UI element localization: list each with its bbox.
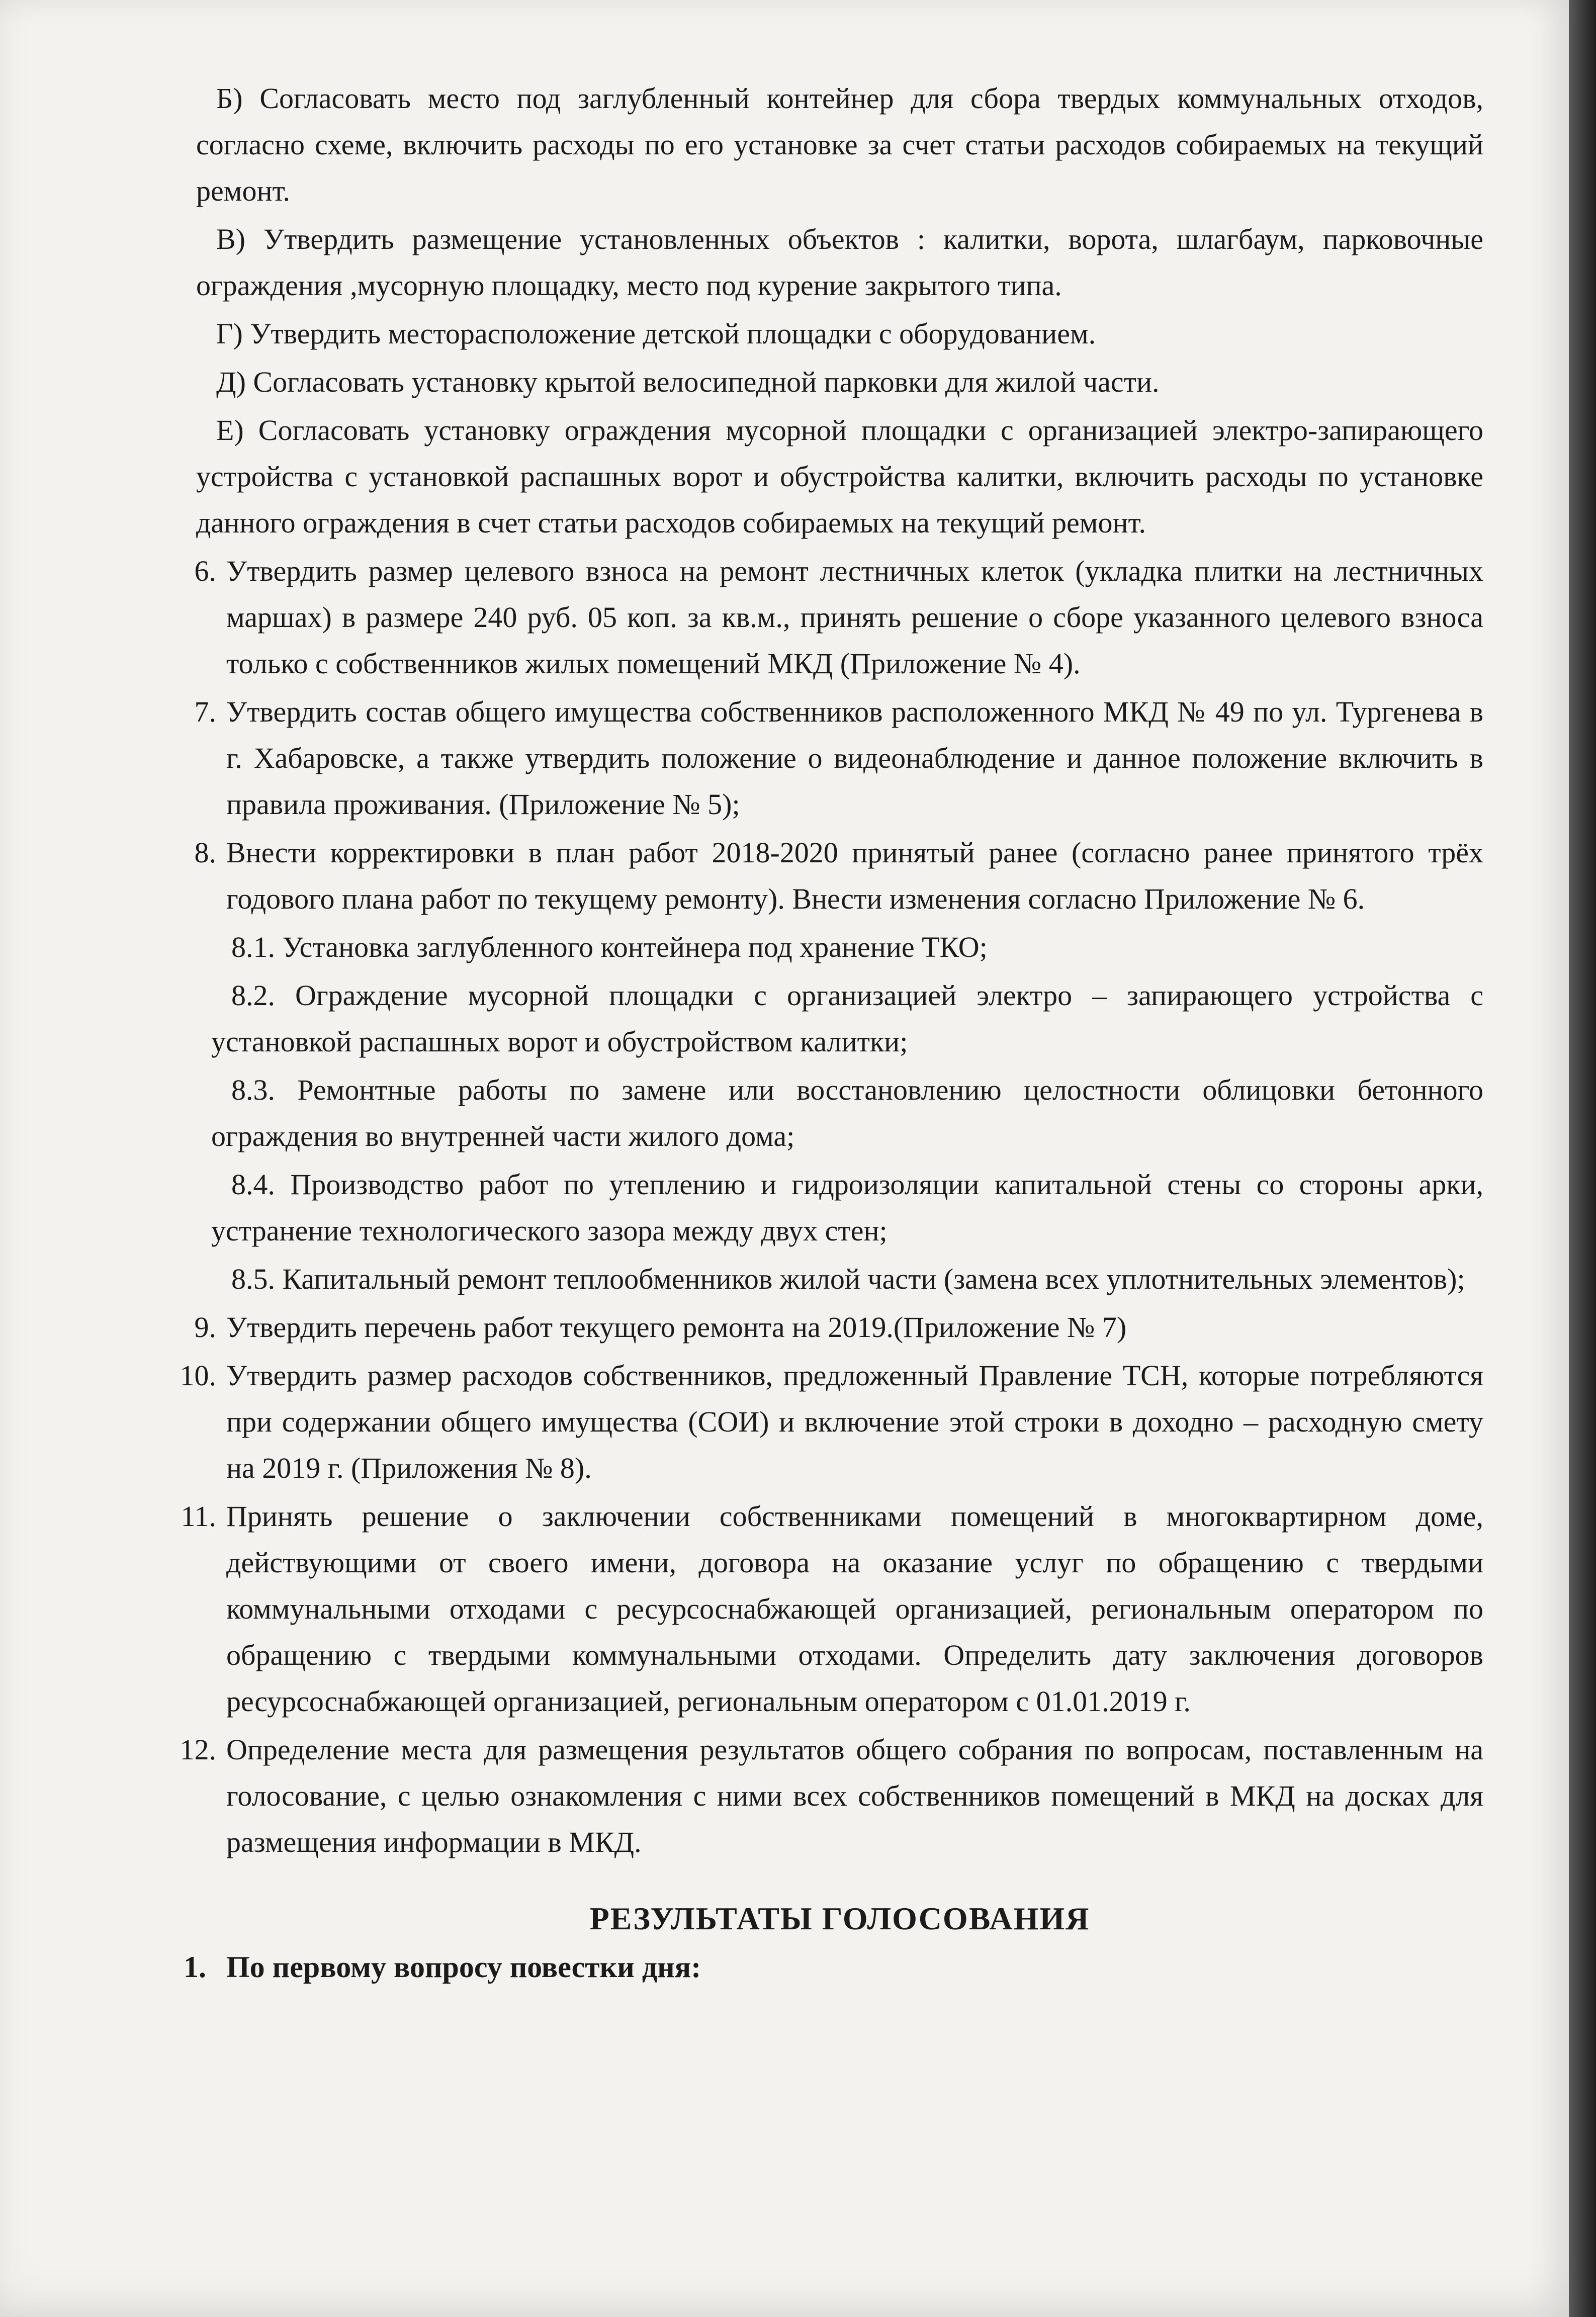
list-item-text: Утвердить размер расходов собственников, предложенный Правление ТСН, которые потребляются при содержании общего имущества (СОИ) и включение этой строки в доходно – расходную смету на 2019 г. (Приложения № 8).	[226, 1359, 1483, 1484]
list-item-number: 12.	[180, 1733, 216, 1766]
question-number: 1.	[184, 1950, 206, 1984]
list-item-number: 6.	[194, 555, 216, 587]
intro-paragraph-d: Д) Согласовать установку крытой велосипедной парковки для жилой части.	[216, 366, 1160, 398]
intro-paragraph-g: Г) Утвердить месторасположение детской площадки с оборудованием.	[216, 317, 1096, 350]
sub-item-8-2: 8.2. Ограждение мусорной площадки с организацией электро – запирающего устройства с установкой распашных ворот и обустройством калитки;	[211, 979, 1483, 1058]
intro-paragraph-v: В) Утвердить размещение установленных объектов : калитки, ворота, шлагбаум, парковочные ограждения ,мусорную площадку, место под курение закрытого типа.	[196, 223, 1483, 302]
list-item-11	[181, 1493, 1483, 1725]
sub-item-8-1: 8.1. Установка заглубленного контейнера под хранение ТКО;	[231, 931, 988, 963]
list-item-text: Утвердить состав общего имущества собственников расположенного МКД № 49 по ул. Тургенева в г. Хабаровске, а также утвердить положение о видеонаблюдение и данное положение включить в правила проживания. (Приложение № 5);	[226, 695, 1483, 821]
sub-item-8-5: 8.5. Капитальный ремонт теплообменников жилой части (замена всех уплотнительных элементов);	[231, 1263, 1465, 1295]
list-item-number: 7.	[194, 695, 216, 728]
list-item-number: 10.	[180, 1359, 216, 1392]
intro-paragraph-e: Е) Согласовать установку ограждения мусорной площадки с организацией электро-запирающего устройства с установкой распашных ворот и обустройства калитки, включить расходы по установке данного ограждения в счет статьи расходов собираемых на текущий ремонт.	[196, 414, 1483, 539]
list-item-text: Принять решение о заключении собственниками помещений в многоквартирном доме, действующими от своего имени, договора на оказание услуг по обращению с твердыми коммунальными отходами с ресурсоснабжающей организацией, региональным оператором по обращению с твердыми коммунальными отходами. Определить дату заключения договоров ресурсоснабжающей организацией, региональным оператором с 01.01.2019 г.	[226, 1500, 1483, 1718]
list-item-7	[196, 689, 1483, 828]
list-item-9	[196, 1304, 1483, 1351]
document-body	[180, 75, 1483, 1990]
list-item-12	[180, 1727, 1483, 1865]
list-item-number: 9.	[194, 1311, 216, 1344]
list-item-number: 8.	[194, 836, 216, 869]
list-item-10	[180, 1353, 1483, 1491]
question-text: По первому вопросу повестки дня:	[226, 1950, 701, 1984]
list-item-number: 11.	[181, 1500, 216, 1533]
list-item-8	[196, 830, 1483, 922]
results-heading: РЕЗУЛЬТАТЫ ГОЛОСОВАНИЯ	[589, 1901, 1090, 1936]
sub-item-8-4: 8.4. Производство работ по утеплению и гидроизоляции капитальной стены со стороны арки, устранение технологического зазора между двух стен;	[211, 1168, 1483, 1247]
list-item-6	[196, 548, 1483, 687]
list-item-text: Определение места для размещения результатов общего собрания по вопросам, поставленным на голосование, с целью ознакомления с ними всех собственников помещений в МКД на досках для размещения информации в МКД.	[226, 1733, 1483, 1858]
list-item-text: Утвердить перечень работ текущего ремонта на 2019.(Приложение № 7)	[226, 1311, 1127, 1344]
first-question	[184, 1944, 1483, 1990]
list-item-text: Внести корректировки в план работ 2018-2020 принятый ранее (согласно ранее принятого трёх годового плана работ по текущему ремонту). Внести изменения согласно Приложение № 6.	[226, 836, 1483, 915]
sub-item-8-3: 8.3. Ремонтные работы по замене или восстановлению целостности облицовки бетонного ограждения во внутренней части жилого дома;	[211, 1074, 1483, 1152]
intro-paragraph-b: Б) Согласовать место под заглубленный контейнер для сбора твердых коммунальных отходов, согласно схеме, включить расходы по его установке за счет статьи расходов собираемых на текущий ремонт.	[196, 82, 1483, 207]
list-item-text: Утвердить размер целевого взноса на ремонт лестничных клеток (укладка плитки на лестничных маршах) в размере 240 руб. 05 коп. за кв.м., принять решение о сборе указанного целевого взноса только с собственников жилых помещений МКД (Приложение № 4).	[226, 555, 1483, 680]
page-edge-shadow	[1569, 0, 1596, 2317]
